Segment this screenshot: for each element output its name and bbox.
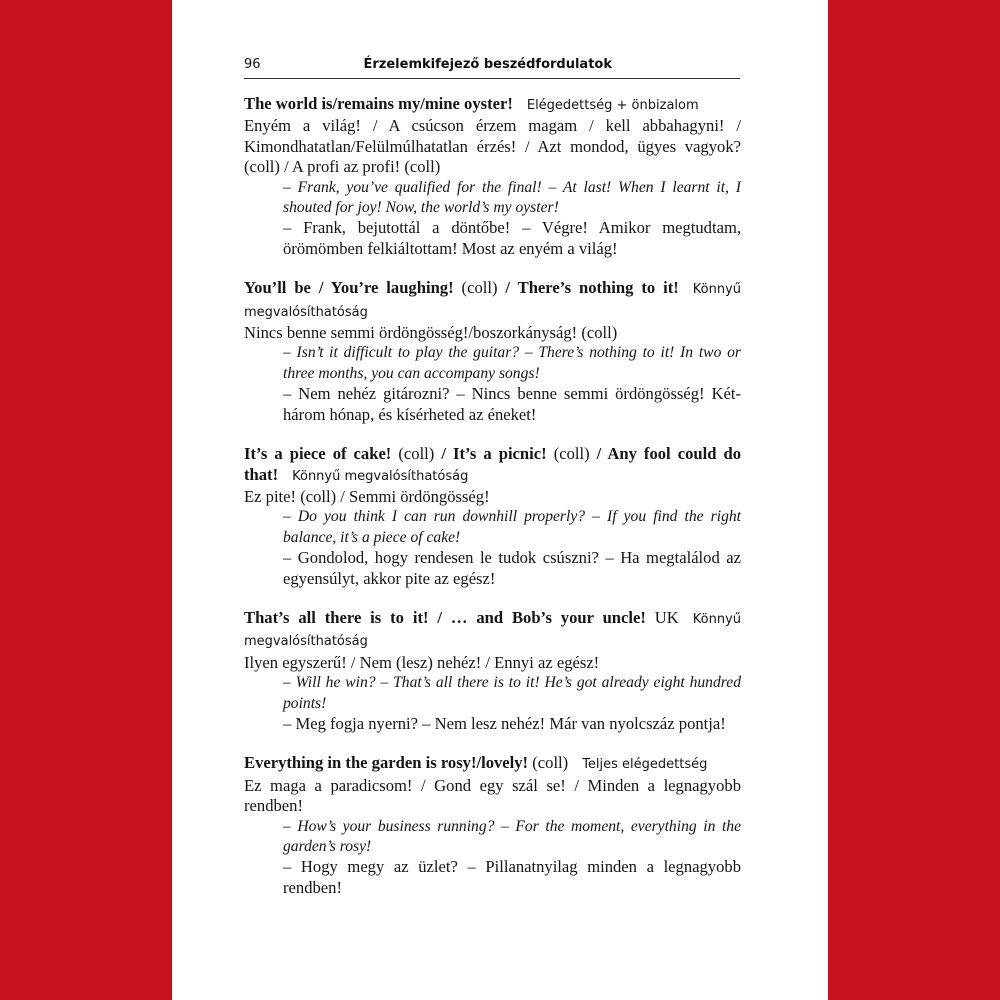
entry-list [244,94,741,917]
entry-head [244,94,741,116]
example-english: – Isn’t it difficult to play the guitar? – There’s nothing to it! In two or three months, you can accompany songs! [283,344,741,382]
entry-phrase: It’s a piece of cake! (coll) / It’s a picnic! (coll) / Any fool could do that! [244,444,741,484]
entry-phrase: The world is/remains my/mine oyster! [244,94,513,113]
entry-translation: Ez pite! (coll) / Semmi ördöngösség! [244,486,490,506]
example-english: – Will he win? – That’s all there is to it! He’s got already eight hundred points! [283,674,741,712]
entry-category: Könnyű megvalósíthatóság [244,611,741,650]
entry-translation: Enyém a világ! / A csúcson érzem magam / kell abbahagyni! / Kimondhatatlan/Felülmúlhatatlan érzés! / Azt mondod, ügyes vagyok? (coll) / A profi az profi! (coll) [244,116,741,177]
book-page [172,0,828,1000]
entry-phrase: Everything in the garden is rosy!/lovely! (coll) [244,753,569,773]
example-hungarian: – Meg fogja nyerni? – Nem lesz nehéz! Már van nyolcszáz pontja! [283,713,726,733]
dictionary-entry [244,94,741,259]
dictionary-entry [244,278,741,425]
dictionary-entry [244,753,741,898]
example-hungarian: – Hogy megy az üzlet? – Pillanatnyilag minden a legnagyobb rendben! [283,857,741,897]
entry-head [244,278,741,323]
example-english: – Do you think I can run downhill properly? – If you find the right balance, it’s a piece of cake! [283,508,741,546]
running-header [244,54,740,79]
example-hungarian: – Nem nehéz gitározni? – Nincs benne semmi ördöngösség! Két-három hónap, és kísérheted az éneket! [283,384,741,424]
example-english: – How’s your business running? – For the moment, everything in the garden’s rosy! [283,817,741,855]
entry-translation: Ilyen egyszerű! / Nem (lesz) nehéz! / Ennyi az egész! [244,652,600,672]
entry-translation: Nincs benne semmi ördöngösség!/boszorkányság! (coll) [244,323,618,343]
entry-head [244,753,741,775]
entry-head [244,608,741,653]
example-hungarian: – Frank, bejutottál a döntőbe! – Végre! Amikor megtudtam, örömömben felkiáltottam! Most az enyém a világ! [283,218,741,258]
chapter-title: Érzelemkifejező beszédfordulatok [363,57,612,72]
example-hungarian: – Gondolod, hogy rendesen le tudok csúszni? – Ha megtalálod az egyensúlyt, akkor pite az egész! [283,548,741,588]
page-number: 96 [244,57,261,72]
entry-category: Elégedettség + önbizalom [526,98,699,113]
dictionary-entry [244,608,741,734]
entry-head [244,444,741,487]
entry-category: Teljes elégedettség [582,757,708,773]
example-english: – Frank, you’ve qualified for the final! – At last! When I learnt it, I shouted for joy! Now, the world’s my oyster! [283,178,741,217]
entry-phrase: You’ll be / You’re laughing! (coll) / There’s nothing to it! [244,278,679,298]
entry-phrase: That’s all there is to it! / … and Bob’s your uncle! UK [244,607,679,627]
dictionary-entry [244,444,741,589]
entry-category: Könnyű megvalósíthatóság [244,282,741,320]
entry-category: Könnyű megvalósíthatóság [292,468,469,484]
entry-translation: Ez maga a paradicsom! / Gond egy szál se! / Minden a legnagyobb rendben! [244,775,741,816]
